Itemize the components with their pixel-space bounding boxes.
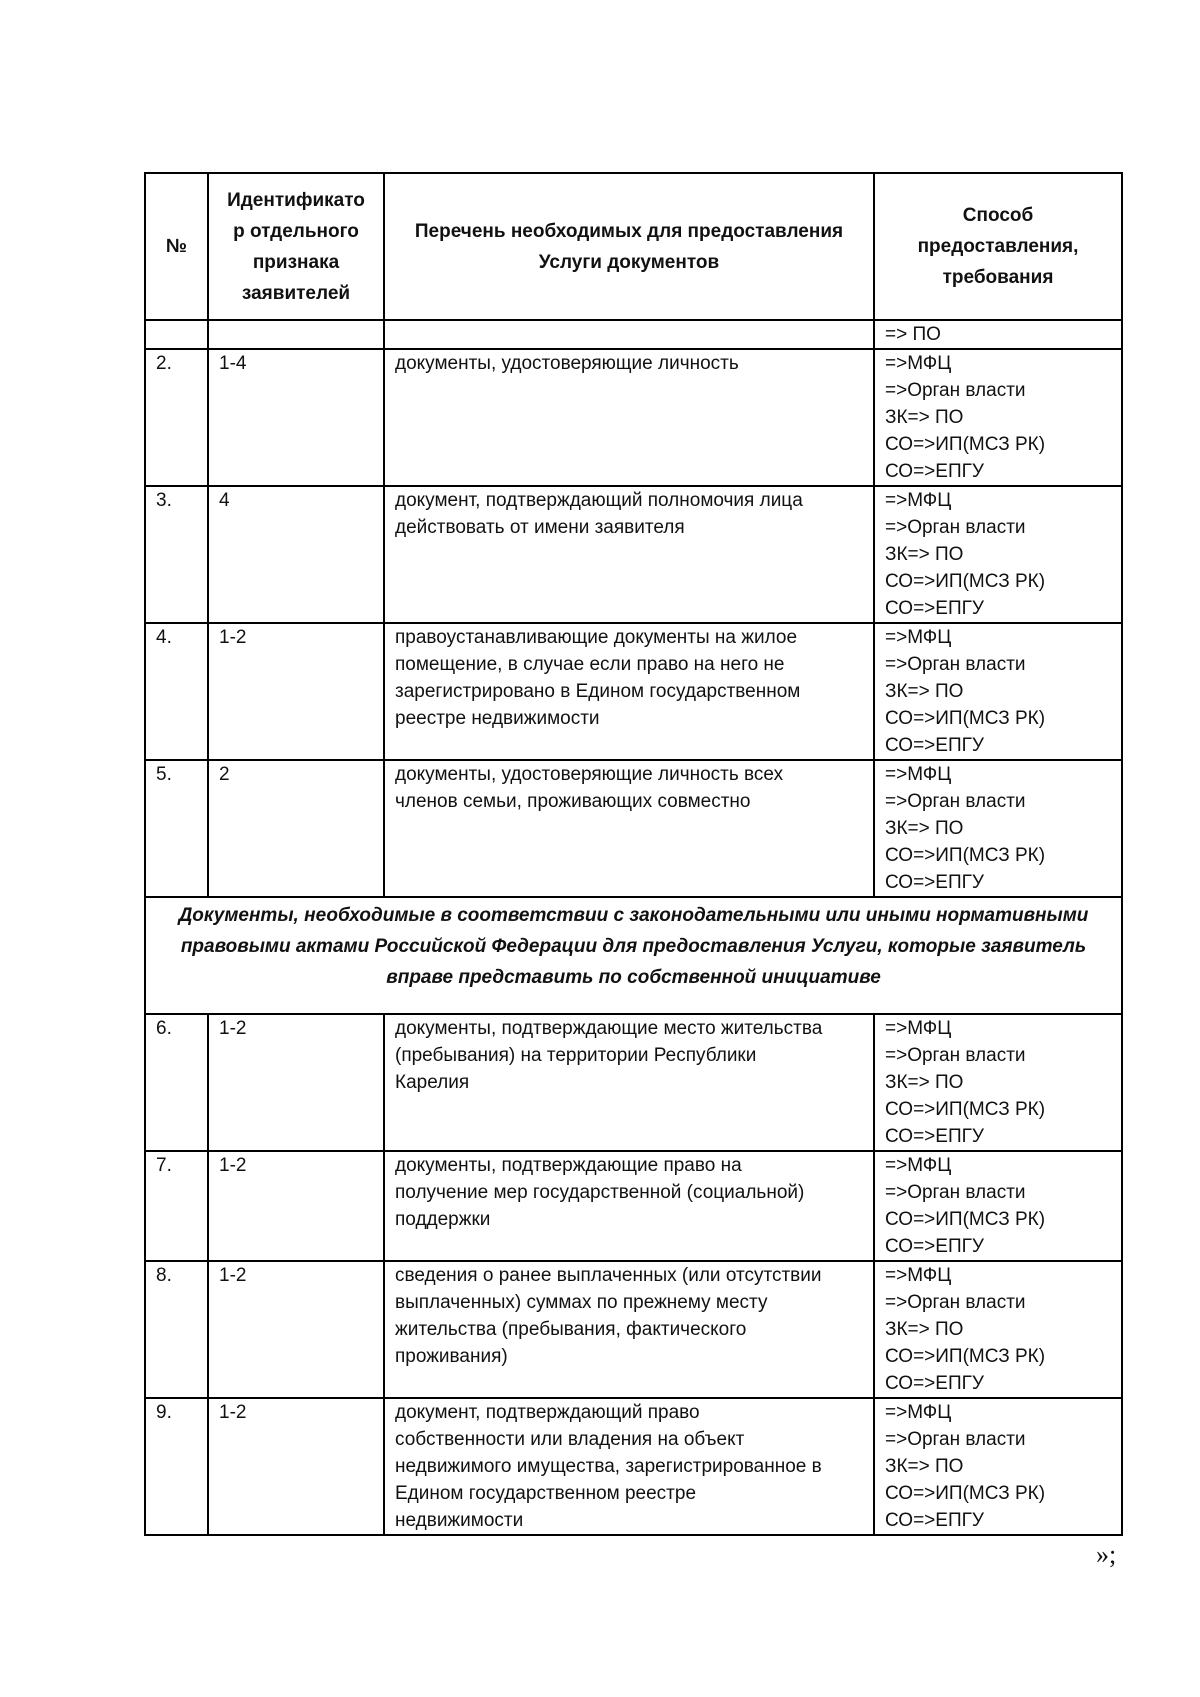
row-method	[874, 1014, 1122, 1151]
text-line: СО=>ИП(МСЗ РК)	[885, 1209, 1046, 1230]
text-line: =>Орган власти	[885, 1292, 1026, 1313]
row-documents	[384, 486, 874, 623]
table-row	[145, 1151, 1122, 1261]
row-number: 5.	[145, 760, 208, 897]
text-line: ЗК=> ПО	[885, 818, 964, 839]
text-line: Перечень необходимых для предоставления	[414, 220, 844, 242]
text-line: СО=>ЕПГУ	[885, 1510, 984, 1531]
text-line: СО=>ИП(МСЗ РК)	[885, 434, 1046, 455]
text-line: => ПО	[885, 324, 941, 345]
text-line: =>Орган власти	[885, 1429, 1026, 1450]
text-line: Карелия	[395, 1072, 470, 1093]
row-identifier: 1-4	[208, 349, 384, 486]
row-identifier: 1-2	[208, 1151, 384, 1261]
header-method	[874, 173, 1122, 320]
row-identifier: 2	[208, 760, 384, 897]
text-line: СО=>ЕПГУ	[885, 735, 984, 756]
header-number-label: №	[165, 236, 188, 257]
text-line: Услуги документов	[538, 251, 720, 273]
text-line: (пребывания) на территории Республики	[395, 1045, 757, 1066]
row-identifier: 4	[208, 486, 384, 623]
table-row	[145, 1014, 1122, 1151]
row-documents	[384, 623, 874, 760]
continuation-number	[145, 320, 208, 349]
row-number: 6.	[145, 1014, 208, 1151]
row-method	[874, 349, 1122, 486]
text-line: =>МФЦ	[885, 353, 952, 374]
text-line: =>Орган власти	[885, 1045, 1026, 1066]
table-row	[145, 623, 1122, 760]
row-documents	[384, 1261, 874, 1398]
text-line: =>МФЦ	[885, 1155, 952, 1176]
row-method	[874, 1151, 1122, 1261]
text-line: выплаченных) суммах по прежнему месту	[395, 1292, 768, 1313]
text-line: Едином государственном реестре	[395, 1483, 697, 1504]
row-documents	[384, 1398, 874, 1535]
text-line: =>Орган власти	[885, 380, 1026, 401]
text-line: заявителей	[241, 282, 351, 304]
text-line: вправе представить по собственной инициативе	[386, 967, 881, 988]
text-line: сведения о ранее выплаченных (или отсутствии	[395, 1265, 822, 1286]
table-row	[145, 486, 1122, 623]
closing-quote-mark: »;	[1096, 1540, 1117, 1569]
text-line: документ, подтверждающий право	[395, 1402, 700, 1423]
text-line: реестре недвижимости	[395, 708, 600, 729]
text-line: =>Орган власти	[885, 791, 1026, 812]
text-line: СО=>ИП(МСЗ РК)	[885, 845, 1046, 866]
text-line: СО=>ЕПГУ	[885, 461, 984, 482]
row-number: 9.	[145, 1398, 208, 1535]
row-documents	[384, 1151, 874, 1261]
text-line: получение мер государственной (социальной)	[395, 1182, 805, 1203]
text-line: правовыми актами Российской Федерации для предоставления Услуги, которые заявитель	[180, 936, 1087, 957]
text-line: =>МФЦ	[885, 490, 952, 511]
row-number: 3.	[145, 486, 208, 623]
text-line: документы, подтверждающие место жительства	[395, 1018, 823, 1039]
table-row	[145, 1398, 1122, 1535]
row-documents	[384, 1014, 874, 1151]
text-line: документ, подтверждающий полномочия лица	[395, 490, 803, 511]
text-line: =>МФЦ	[885, 627, 952, 648]
header-number	[145, 173, 208, 320]
section-heading-row	[145, 897, 1122, 1014]
text-line: СО=>ЕПГУ	[885, 1126, 984, 1147]
text-line: СО=>ИП(МСЗ РК)	[885, 1346, 1046, 1367]
text-line: СО=>ЕПГУ	[885, 872, 984, 893]
text-line: предоставления,	[917, 236, 1079, 257]
text-line: членов семьи, проживающих совместно	[395, 791, 751, 812]
text-line: СО=>ЕПГУ	[885, 1236, 984, 1257]
documents-table	[144, 172, 1123, 1536]
text-line: СО=>ЕПГУ	[885, 598, 984, 619]
table-row	[145, 760, 1122, 897]
text-line: признака	[252, 251, 340, 273]
text-line: =>МФЦ	[885, 1265, 952, 1286]
header-identifier	[208, 173, 384, 320]
text-line: Идентификато	[227, 189, 365, 211]
text-line: р отдельного	[233, 220, 359, 242]
section-heading	[145, 897, 1122, 1014]
text-line: ЗК=> ПО	[885, 544, 964, 565]
header-row	[145, 173, 1122, 320]
text-line: жительства (пребывания, фактического	[395, 1319, 747, 1340]
text-line: правоустанавливающие документы на жилое	[395, 627, 798, 648]
row-identifier: 1-2	[208, 1014, 384, 1151]
text-line: недвижимости	[395, 1510, 524, 1531]
text-line: документы, удостоверяющие личность всех	[395, 764, 784, 785]
row-method	[874, 1398, 1122, 1535]
text-line: Способ	[962, 205, 1034, 226]
text-line: =>МФЦ	[885, 1402, 952, 1423]
text-line: ЗК=> ПО	[885, 407, 964, 428]
text-line: помещение, в случае если право на него не	[395, 654, 785, 675]
header-documents	[384, 173, 874, 320]
row-number: 2.	[145, 349, 208, 486]
text-line: ЗК=> ПО	[885, 681, 964, 702]
row-method	[874, 1261, 1122, 1398]
continuation-documents	[384, 320, 874, 349]
row-documents	[384, 760, 874, 897]
row-identifier: 1-2	[208, 1261, 384, 1398]
text-line: документы, удостоверяющие личность	[395, 353, 739, 374]
text-line: СО=>ЕПГУ	[885, 1373, 984, 1394]
text-line: =>Орган власти	[885, 1182, 1026, 1203]
text-line: действовать от имени заявителя	[395, 517, 685, 538]
row-method	[874, 486, 1122, 623]
text-line: поддержки	[395, 1209, 491, 1230]
table-row	[145, 1261, 1122, 1398]
text-line: Документы, необходимые в соответствии с законодательными или иными нормативными	[178, 905, 1089, 926]
text-line: собственности или владения на объект	[395, 1429, 745, 1450]
text-line: проживания)	[395, 1346, 508, 1367]
text-line: =>Орган власти	[885, 517, 1026, 538]
row-identifier: 1-2	[208, 623, 384, 760]
text-line: ЗК=> ПО	[885, 1072, 964, 1093]
text-line: ЗК=> ПО	[885, 1456, 964, 1477]
text-line: документы, подтверждающие право на	[395, 1155, 742, 1176]
continuation-row	[145, 320, 1122, 349]
text-line: недвижимого имущества, зарегистрированное в	[395, 1456, 822, 1477]
continuation-identifier	[208, 320, 384, 349]
row-documents	[384, 349, 874, 486]
text-line: СО=>ИП(МСЗ РК)	[885, 571, 1046, 592]
text-line: ЗК=> ПО	[885, 1319, 964, 1340]
row-identifier: 1-2	[208, 1398, 384, 1535]
text-line: СО=>ИП(МСЗ РК)	[885, 708, 1046, 729]
row-number: 4.	[145, 623, 208, 760]
text-line: требования	[942, 267, 1054, 288]
row-number: 8.	[145, 1261, 208, 1398]
text-line: СО=>ИП(МСЗ РК)	[885, 1483, 1046, 1504]
table-row	[145, 349, 1122, 486]
text-line: СО=>ИП(МСЗ РК)	[885, 1099, 1046, 1120]
row-method	[874, 760, 1122, 897]
text-line: =>МФЦ	[885, 1018, 952, 1039]
row-method	[874, 623, 1122, 760]
continuation-method	[874, 320, 1122, 349]
text-line: =>МФЦ	[885, 764, 952, 785]
text-line: =>Орган власти	[885, 654, 1026, 675]
row-number: 7.	[145, 1151, 208, 1261]
text-line: зарегистрировано в Едином государственном	[395, 681, 801, 702]
